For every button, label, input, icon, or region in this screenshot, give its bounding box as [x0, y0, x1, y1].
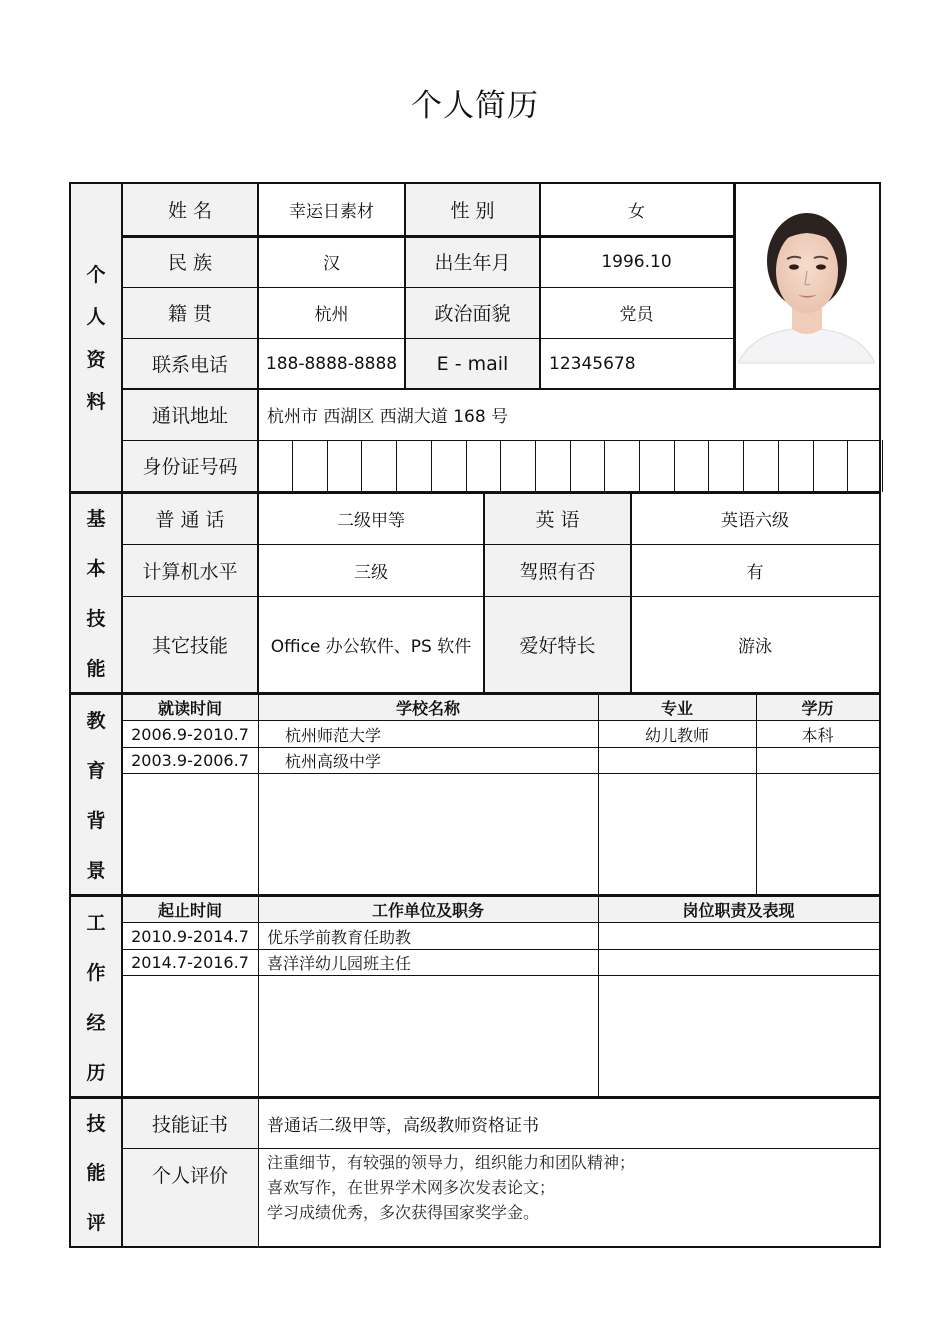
grid-line — [257, 183, 259, 492]
section-personal-label: 个 人 资 料 — [70, 183, 122, 491]
mandarin-label: 普 通 话 — [122, 492, 258, 544]
grid-line — [122, 773, 881, 774]
grid-line — [122, 720, 881, 721]
gender-label: 性 别 — [405, 183, 540, 235]
work-row-2-time: 2014.7-2016.7 — [131, 952, 249, 972]
grid-line — [598, 896, 599, 1097]
grid-line — [122, 440, 881, 441]
edu-row-1-degree: 本科 — [801, 725, 834, 745]
grid-line — [598, 694, 599, 895]
hobby-value: 游泳 — [738, 636, 772, 657]
name-value: 幸运日素材 — [289, 201, 374, 222]
grid-line — [122, 596, 881, 597]
edu-row-2-time: 2003.9-2006.7 — [131, 750, 249, 770]
license-label: 驾照有否 — [484, 544, 631, 596]
computer-value: 三级 — [354, 562, 388, 583]
grid-line — [743, 440, 744, 492]
portrait-photo-icon — [734, 183, 879, 389]
grid-line — [639, 440, 640, 492]
birth-value: 1996.10 — [601, 251, 672, 272]
grid-line — [122, 922, 881, 923]
grid-line — [674, 440, 675, 492]
grid-line — [539, 183, 541, 389]
grid-line — [69, 692, 881, 695]
name-label: 姓 名 — [122, 183, 258, 235]
edu-header-degree: 学历 — [756, 694, 879, 720]
grid-line — [69, 182, 71, 1248]
political-value: 党员 — [619, 305, 654, 325]
grid-line — [122, 1148, 881, 1149]
grid-line — [122, 747, 881, 748]
section-skills-label: 基 本 技 能 — [70, 492, 122, 692]
gender-value: 女 — [628, 201, 645, 222]
grid-line — [535, 440, 536, 492]
grid-line — [121, 182, 123, 1248]
address-value: 杭州市 西湖区 西湖大道 168 号 — [267, 407, 509, 427]
edu-header-major: 专业 — [598, 694, 756, 720]
grid-line — [292, 440, 293, 492]
grid-line — [500, 440, 501, 492]
grid-line — [122, 388, 881, 390]
section-education-label: 教 育 背 景 — [70, 694, 122, 894]
mandarin-value: 二级甲等 — [337, 510, 405, 531]
edu-row-2-school: 杭州高级中学 — [285, 751, 382, 771]
grid-line — [122, 235, 734, 238]
work-row-1-company: 优乐学前教育任助教 — [267, 927, 412, 947]
cert-value: 普通话二级甲等，高级教师资格证书 — [267, 1115, 539, 1136]
phone-value: 188-8888-8888 — [265, 353, 398, 374]
grid-line — [847, 440, 848, 492]
work-header-company: 工作单位及职务 — [258, 896, 598, 922]
work-row-2-duty — [598, 949, 879, 975]
grid-line — [756, 694, 757, 895]
work-row-1-time: 2010.9-2014.7 — [131, 926, 249, 946]
grid-line — [122, 287, 734, 288]
grid-line — [604, 440, 605, 492]
email-value: 12345678 — [549, 353, 636, 374]
grid-line — [122, 338, 734, 339]
grid-line — [708, 440, 709, 492]
grid-line — [258, 694, 259, 895]
grid-line — [879, 182, 881, 1248]
self-eval-label: 个人评价 — [122, 1148, 258, 1246]
edu-row-1-time: 2006.9-2010.7 — [131, 724, 249, 744]
email-label: E - mail — [405, 338, 540, 389]
portrait-photo — [734, 183, 879, 389]
address-label: 通讯地址 — [122, 389, 258, 440]
edu-row-1-school: 杭州师范大学 — [285, 725, 382, 745]
grid-line — [122, 544, 881, 545]
grid-line — [258, 1098, 259, 1248]
grid-line — [69, 1246, 881, 1248]
ethnic-value: 汉 — [323, 254, 340, 274]
grid-line — [396, 440, 397, 492]
self-eval-line: 注重细节，有较强的领导力，组织能力和团队精神； — [267, 1153, 636, 1172]
grid-line — [69, 894, 881, 897]
work-row-1-duty — [598, 923, 879, 949]
hobby-label: 爱好特长 — [484, 596, 631, 692]
section-work-label: 工 作 经 历 — [70, 896, 122, 1096]
edu-header-school: 学校名称 — [258, 694, 598, 720]
other-skills-label: 其它技能 — [122, 596, 258, 692]
political-label: 政治面貌 — [405, 287, 540, 338]
english-label: 英 语 — [484, 492, 631, 544]
work-header-duty: 岗位职责及表现 — [598, 896, 879, 922]
grid-line — [483, 492, 485, 693]
section-evaluation-label: 技 能 评 — [70, 1098, 122, 1246]
grid-line — [630, 492, 632, 693]
page-title: 个人简历 — [411, 88, 539, 124]
grid-line — [69, 491, 881, 494]
english-value: 英语六级 — [721, 510, 789, 531]
grid-line — [122, 975, 881, 976]
native-label: 籍 贯 — [122, 287, 258, 338]
edu-row-1-major: 幼儿教师 — [644, 725, 709, 745]
grid-line — [258, 896, 259, 1097]
grid-line — [466, 440, 467, 492]
edu-header-time: 就读时间 — [122, 694, 258, 720]
license-value: 有 — [746, 562, 764, 583]
self-eval-line: 喜欢写作，在世界学术网多次发表论文； — [267, 1178, 556, 1197]
grid-line — [570, 440, 571, 492]
id-label: 身份证号码 — [122, 440, 258, 491]
grid-line — [69, 182, 881, 184]
grid-line — [327, 440, 328, 492]
work-row-2-company: 喜洋洋幼儿园班主任 — [267, 953, 412, 973]
computer-label: 计算机水平 — [122, 544, 258, 596]
other-skills-value: Office 办公软件、PS 软件 — [270, 636, 472, 657]
grid-line — [361, 440, 362, 492]
self-eval-line: 学习成绩优秀，多次获得国家奖学金。 — [267, 1203, 540, 1222]
grid-line — [404, 183, 406, 389]
cert-label: 技能证书 — [122, 1098, 258, 1148]
ethnic-label: 民 族 — [122, 236, 258, 287]
work-header-time: 起止时间 — [122, 896, 258, 922]
grid-line — [813, 440, 814, 492]
grid-line — [778, 440, 779, 492]
grid-line — [431, 440, 432, 492]
id-digit-box — [258, 440, 292, 491]
grid-line — [69, 1096, 881, 1099]
grid-line — [733, 183, 736, 389]
grid-line — [882, 440, 883, 492]
phone-label: 联系电话 — [122, 338, 258, 389]
edu-row-2-degree — [756, 747, 879, 773]
grid-line — [257, 492, 259, 693]
native-value: 杭州 — [314, 305, 349, 325]
edu-row-2-major — [598, 747, 756, 773]
birth-label: 出生年月 — [405, 236, 540, 287]
self-eval-text — [267, 1150, 635, 1225]
grid-line — [122, 949, 881, 950]
